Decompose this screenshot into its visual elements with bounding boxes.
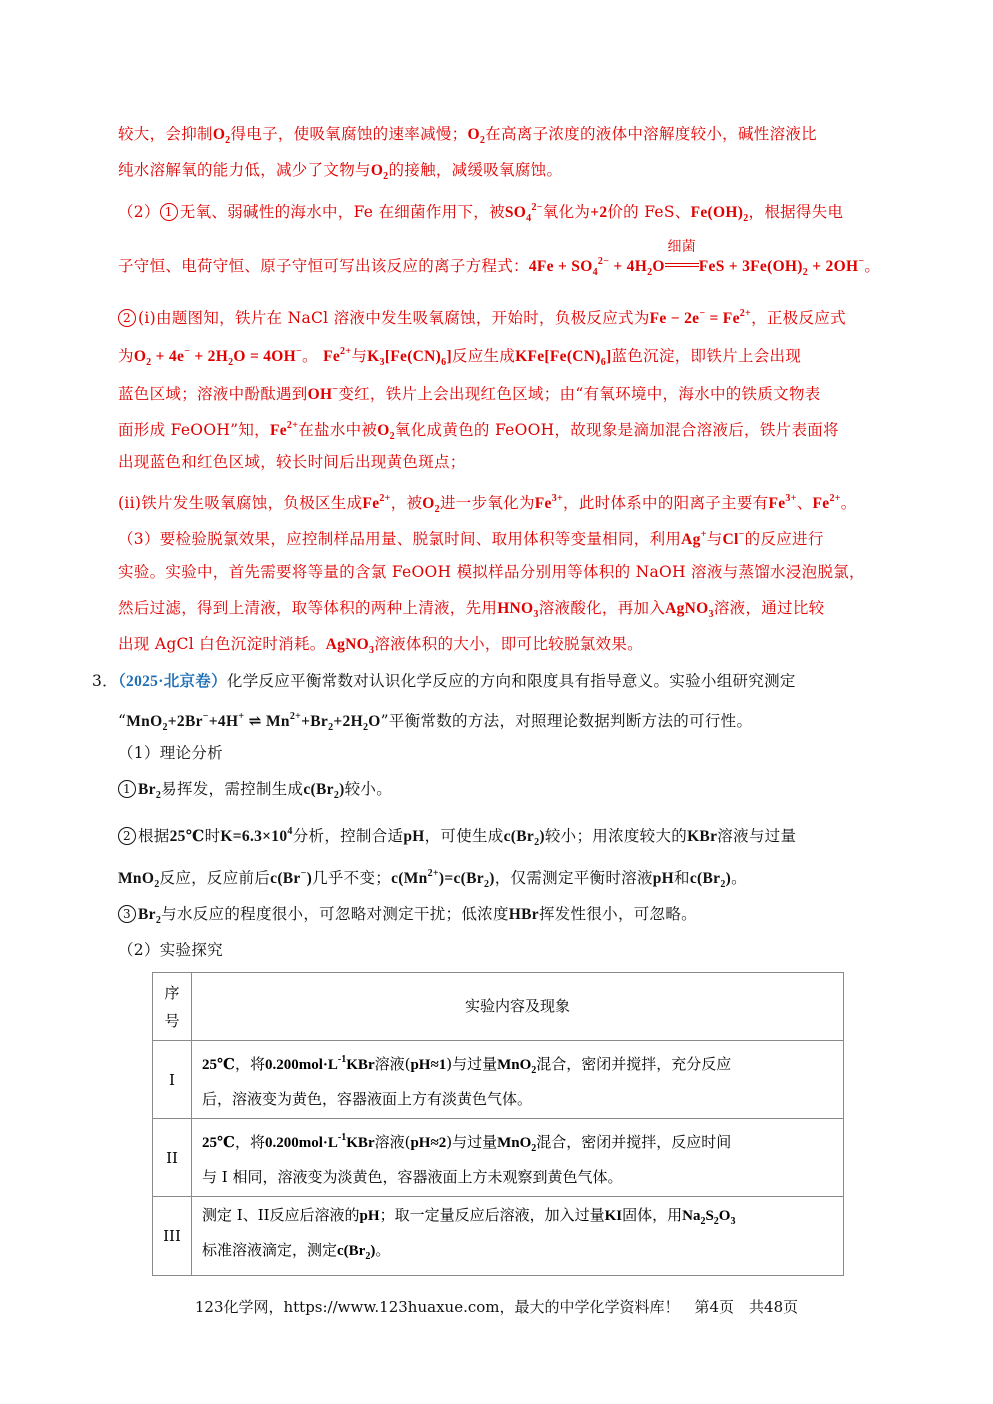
answer-line-2: 纯水溶解氧的能力低，减少了文物与$O_2$的接触，减缓吸氧腐蚀。 [118, 161, 563, 182]
answer-line-3: （2） 1 无氧、弱碱性的海水中，Fe 在细菌作用下，被$SO_4^{2-}$氧化为+2价的 FeS、$Fe(OH)_2$，根据得失电 [118, 202, 844, 224]
table-row [153, 1197, 844, 1276]
formula-so4: $SO_4^{2-}$ [504, 202, 543, 224]
section-2-title: （2）实验探究 [118, 941, 223, 959]
formula-ag: Ag+ [681, 529, 707, 548]
experiment-table [152, 972, 844, 1276]
table-header-content: 实验内容及现象 [192, 973, 844, 1041]
formula-kfefecn6: $KFe[Fe(CN)_6]$ [515, 348, 612, 368]
table-row [153, 1119, 844, 1197]
formula-na2s2o3: $Na_2S_2O_3$ [682, 1208, 736, 1227]
formula-c-br2: $c(Br_2)$ [303, 781, 345, 801]
formula-fe3: $Fe^{3+}$ [534, 493, 564, 512]
answer-line-9: 出现蓝色和红色区域，较长时间后出现黄色斑点； [118, 453, 466, 471]
formula-c-br: c(Br−) [270, 868, 313, 887]
page-footer: 123化学网，https://www.123huaxue.com，最大的中学化学资料库！ 第4页 共48页 [194, 1298, 799, 1316]
formula-mno2: MnO$_2$ [497, 1135, 537, 1154]
formula-mno2: MnO$_2$ [497, 1057, 537, 1076]
formula-hno3: $HNO_3$ [497, 600, 539, 620]
formula-fe2: $Fe^{2+}$ [812, 493, 841, 512]
formula-fe2: $Fe^{2+}$ [269, 420, 299, 439]
answer-line-10: (ii)铁片发生吸氧腐蚀，负极区生成$Fe^{2+}$，被$O_2$进一步氧化为$Fe^{3+}$，此时体系中的阳离子主要有$Fe^{3+}$、$Fe^{2+}$。 [118, 493, 857, 515]
formula-o2: $O_2$ [422, 495, 440, 515]
formula-fe2: $Fe^{2+}$ [323, 346, 352, 365]
answer-line-6: 为$O_2 + 4e^- + 2H_2O = 4OH^-$。 $Fe^{2+}$与$K_3[Fe(CN)_6]$反应生成$KFe[Fe(CN)_6]$蓝色沉淀，即铁片上会出现 [118, 346, 802, 368]
analysis-point-3: 3 $Br_2$与水反应的程度很小，可忽略对测定干扰；低浓度HBr挥发性很小，可忽略。 [118, 902, 901, 933]
answer-line-14: 出现 AgCl 白色沉淀时消耗。AgNO$_3$溶液体积的大小，即可比较脱氯效果。 [118, 635, 643, 656]
question-3-line-1: 3．（2025·北京卷）化学反应平衡常数对认识化学反应的方向和限度具有指导意义。实验小组研究测定 [92, 672, 796, 690]
formula-mn-equals-br2: $c(Mn^{2+})=c(Br_2)$ [391, 868, 495, 890]
formula-br2: $Br_2$ [138, 781, 162, 801]
formula-agno3: AgNO$_3$ [325, 636, 375, 656]
table-row-seq: III [153, 1197, 192, 1276]
circled-number-1: 1 [160, 203, 178, 221]
formula-plus2: +2 [590, 204, 608, 221]
formula-o2: $O_2$ [377, 422, 395, 442]
source-tag: （2025·北京卷） [117, 673, 227, 690]
answer-line-13: 然后过滤，得到上清液，取等体积的两种上清液，先用$HNO_3$溶液酸化，再加入AgNO$_3$溶液，通过比较 [118, 599, 825, 620]
analysis-point-2-cont: MnO$_2$反应，反应前后c(Br−)几乎不变；$c(Mn^{2+})=c(Br_2)$，仅需测定平衡时溶液pH和$c(Br_2)$。 [118, 868, 747, 890]
formula-ph: pH [403, 828, 425, 845]
answer-line-1: 较大，会抑制$O_2$得电子，使吸氧腐蚀的速率减慢；$O_2$在高离子浓度的液体中溶解度较小，碱性溶液比 [118, 125, 817, 146]
section-1-title: （1）理论分析 [118, 744, 223, 762]
circled-number-2: 2 [118, 827, 136, 845]
formula-cl: Cl− [722, 529, 745, 548]
circled-number-1: 1 [118, 780, 136, 798]
table-row-seq: II [153, 1119, 192, 1197]
table-row-seq: I [153, 1041, 192, 1119]
formula-k3fecn6: $K_3[Fe(CN)_6]$ [367, 348, 452, 368]
formula-fe3: $Fe^{3+}$ [768, 493, 797, 512]
table-row [153, 1041, 844, 1119]
formula-c-br2: $c(Br_2)$ [503, 828, 545, 848]
formula-hbr: HBr [508, 906, 539, 923]
analysis-point-1: 1 $Br_2$易挥发，需控制生成$c(Br_2)$较小。 [118, 777, 901, 808]
answer-line-7: 蓝色区域；溶液中酚酞遇到OH−变红，铁片上会出现红色区域；由“有氧环境中，海水中的铁质文物表 [118, 384, 821, 403]
question-3-line-2: “MnO$_2$+2Br−+4H+ ⇌ $Mn^{2+}+Br_2+2H_2O$”平衡常数的方法，对照理论数据判断方法的可行性。 [118, 711, 753, 733]
answer-line-12: 实验。实验中，首先需要将等量的含氯 FeOOH 模拟样品分别用等体积的 NaOH 溶液与蒸馏水浸泡脱氯， [118, 563, 865, 581]
formula-agno3: AgNO$_3$ [665, 600, 714, 620]
table-row-content: 测定 I、II反应后溶液的pH；取一定量反应后溶液，加入过量KI固体，用$Na_2S_2O_3$ 标准溶液滴定，测定$c(Br_2)$。 [192, 1197, 844, 1276]
formula-ph: pH [652, 870, 675, 887]
formula-c-br2: $c(Br_2)$ [689, 870, 732, 890]
formula-br2: $Br_2$ [138, 906, 162, 926]
formula-mno2: MnO$_2$ [118, 870, 160, 890]
formula-fe2: $Fe^{2+}$ [362, 493, 391, 512]
formula-o2: $O_2$ [212, 126, 231, 146]
table-row-content: 25℃，将$0.200mol\cdot L^{-1}KBr$溶液(pH≈1)与过量MnO$_2$混合，密闭并搅拌，充分反应 后，溶液变为黄色，容器液面上方有淡黄色气体。 [192, 1041, 844, 1119]
formula-kbr: KBr [687, 828, 718, 845]
answer-line-8: 面形成 FeOOH”知，$Fe^{2+}$在盐水中被$O_2$氧化成黄色的 FeOOH，故现象是滴加混合溶液后，铁片表面将 [118, 420, 839, 442]
table-header-row [153, 973, 844, 1041]
answer-line-4: 子守恒、电荷守恒、原子守恒可写出该反应的离子方程式：$4Fe + SO_4^{2-} + 4H_2O$ 细菌 FeS + $3Fe(OH)_2 + 2OH^-$。 [118, 240, 881, 278]
formula-c-br2: $c(Br_2)$ [337, 1243, 376, 1262]
answer-line-5: 2 (i)由题图知，铁片在 NaCl 溶液中发生吸氧腐蚀，开始时，负极反应式为$Fe - 2e^- = Fe^{2+}$，正极反应式 [118, 302, 901, 331]
formula-oh: OH− [307, 384, 339, 403]
equilibrium-constant: $K=6.3\times 10^4$ [220, 826, 293, 845]
formula-o2: $O_2$ [370, 162, 389, 182]
formula-feoh2: $Fe(OH)_2$ [690, 204, 749, 224]
temperature: 25℃ [169, 828, 205, 845]
analysis-point-2: 2 根据25℃时$K=6.3\times 10^4$分析，控制合适pH，可使生成$c(Br_2)$较小；用浓度较大的KBr溶液与过量 [118, 820, 901, 855]
anode-equation: $Fe - 2e^- = Fe^{2+}$ [649, 308, 752, 327]
circled-number-3: 3 [118, 905, 136, 923]
cathode-equation: $O_2 + 4e^- + 2H_2O = 4OH^-$ [133, 346, 303, 368]
table-row-content: 25℃，将$0.200mol\cdot L^{-1}KBr$溶液(pH≈2)与过量MnO$_2$混合，密闭并搅拌，反应时间 与 I 相同，溶液变为淡黄色，容器液面上方未观察到黄色气体。 [192, 1119, 844, 1197]
equilibrium-equation: MnO$_2$+2Br−+4H+ ⇌ $Mn^{2+}+Br_2+2H_2O$ [126, 711, 381, 733]
answer-line-11: （3）要检验脱氯效果，应控制样品用量、脱氯时间、取用体积等变量相同，利用Ag+与Cl−的反应进行 [118, 529, 824, 548]
table-header-seq: 序号 [153, 973, 192, 1041]
ionic-equation: $4Fe + SO_4^{2-} + 4H_2O$ 细菌 FeS + $3Fe(OH)_2 + 2OH^-$ [528, 240, 865, 278]
circled-number-2: 2 [118, 309, 136, 327]
formula-o2: $O_2$ [467, 126, 486, 146]
